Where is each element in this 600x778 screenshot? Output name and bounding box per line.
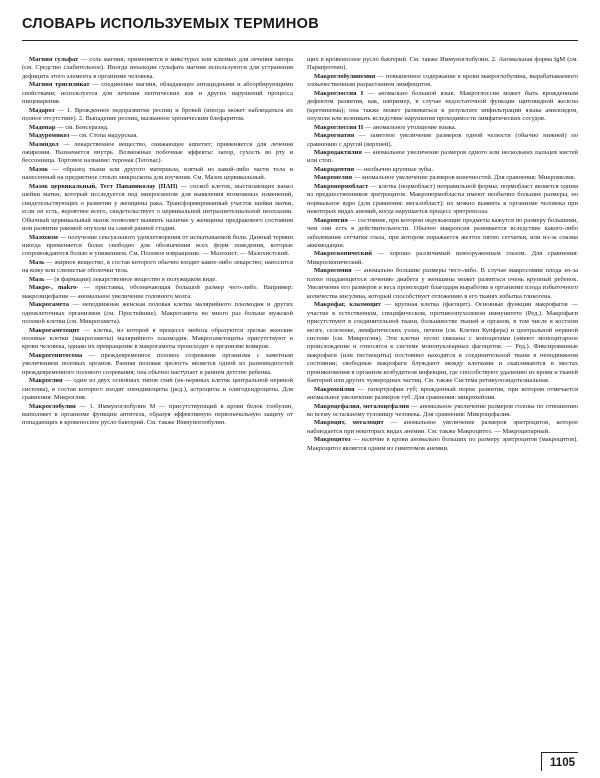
entry-definition: — аномально большие размеры чего-либо. В случае макросомии плода из-за плохо поддающегося лечению диабета у женщины может развиться очень крупный ребенок. Увеличение его размеров и веса происходит благодаря выработке в организме плода избыточного количества инсулина, который способствует отложению в его тканях избытка гликогена. [307,267,578,300]
dictionary-entry [22,107,293,124]
dictionary-entry [22,141,293,166]
entry-definition: — соскоб клеток, выстилающих канал шейки матки, который исследуется под микроскопом для выявления возможных изменений, свидетельствующих о развитии у женщины рака. Трансформированный участок шейки матки, если он есть, вероятнее всего, свидетельствует о цервикальной интраэпителиальной неоплазии. Обычный цервикальный мазок позволяет выявить наличие у женщины предракового состояния или развитие раковой опухоли на самой ранней стадии. [22,182,293,233]
entry-definition: — аномально большой язык. Макроглоссия может быть врожденным дефектом развития, как, например, в случае недостаточной функции щитовидной железы (кретинизма); она также может развиваться в результате инфильтрации языка амилоидом, опухоли или возникать вследствие нарушения проходимости лимфатических сосудов. [307,89,578,123]
entry-term: Макроскопический [314,250,373,258]
entry-definition: — аномальное увеличение размеров конечностей. Для сравнения: Микромелия. [352,174,576,182]
entry-term: Макрогнатия [314,132,355,140]
entry-term: Макрогенитосома [29,351,83,359]
dictionary-entry [22,327,293,352]
dictionary-entry [307,217,578,251]
entry-definition: — получение сексуального удовлетворения от испытываемой боли. Данный термин иногда применяется более свободно для обозначения всех форм поведения, которые сопровождаются болью и унижением. См. Половое извращение. — Мазохист. — Мазохистский. [22,233,293,258]
entry-definition: — наличие в крови аномально больших по размеру эритроцитов (макроцитов). Макроцитоз является одним из симптомов анемии. [307,436,578,452]
entry-definition: щих в кровеносное русло бактерий. См. также Иммуноглобулин. 2. Аномальная форма IgM (см. Парапротеин). [307,56,578,72]
dictionary-entry [307,403,578,420]
dictionary-entry [307,124,578,132]
entry-term: Мадуромикоз [29,132,70,140]
entry-term: Магния сульфат [29,56,79,63]
entry-term: Макропсия [314,216,348,224]
entry-definition: — один из двух основных типов глий (не-нервных клеток центральной нервной системы), в состав которого входят эпендимоциты (ред.), астроциты и олигодендроциты. Для сравнения: Микроглия. [22,377,293,402]
right-column [307,56,578,748]
dictionary-entry [307,56,578,73]
dictionary-body [22,56,578,748]
entry-definition: — см. Бенсеразид. [55,123,109,131]
dictionary-entry [307,183,578,217]
entry-definition: — 1. Иммуноглобулин М — присутствующий в крови белок глобулин, выполняет в организме функции антитела, образуя эффективную первоначальную защиту от попадающих в кровеносное русло бактерий. См. также Иммуноглобулин. [22,402,293,427]
entry-definition: — жирное вещество, в состав которого обычно входит какое-либо лекарство; наносится на кожу или слизистые оболочки тела. [22,258,293,275]
entry-term: Мадопар [29,123,56,131]
entry-term: Макродентия [314,165,355,173]
entry-definition: — клетка (нормобласт) неправильной формы; нормобласт является одним из предшественников эритроцитов. Макронормобласты имеют необычно большие размеры, но нормальное ядро (для сравнения: мегалобласт); их можно выявить в организме человека при некоторых видах анемий, когда нарушается процесс эритропоэза. [307,182,578,216]
dictionary-entry [307,301,578,386]
entry-term: Мазь [29,275,45,283]
dictionary-entry [307,267,578,301]
entry-definition: — клетка, из которой в процессе мейоза образуются зрелые женские половые клетки (макрогаметы) малярийного плазмодия. Макрогаметоциты присутствуют в крови человека, однако их превращение в макрогаметы происходит в организме комаров. [22,326,293,351]
page-title: СЛОВАРЬ ИСПОЛЬЗУЕМЫХ ТЕРМИНОВ [22,16,578,41]
entry-definition: — хорошо различимый невооруженным глазом. Для сравнения: Микроскопический. [307,250,578,266]
entry-term: Макромелия [314,174,353,182]
left-column [22,56,293,748]
entry-definition: — образец ткани или другого материала, взятый из какой-либо части тела и нанесенный на предметное стекло микроскопа для изучения. См. Мазок цервикальный. [22,165,293,182]
entry-term: Макроглоссия II [314,123,364,131]
dictionary-entry [22,132,293,140]
dictionary-entry [22,403,293,428]
entry-definition: — аномальное увеличение размеров головы по отношению ко всему остальному туловищу человека. Для сравнения: Микроцефалия. [307,402,578,419]
dictionary-entry [22,124,293,132]
entry-term: Макрогамета [29,301,70,309]
entry-definition: — преждевременное половое созревание организма с заметным увеличением половых органов. Ранняя половая зрелость является одной из разновидностей преждевременного полового созревания; она обычно наступает в раннем детстве ребенка. [22,351,293,376]
entry-definition: — необычно крупные зубы. [354,165,434,173]
entry-term: Мадароз [29,106,55,114]
entry-definition: — см. Стопа мадурская. [69,132,138,140]
dictionary-entry [22,284,293,301]
entry-term: Макросомия [314,267,352,275]
entry-term: Мазок [29,165,48,173]
dictionary-entry [22,183,293,234]
dictionary-entry [307,73,578,90]
dictionary-entry [22,56,293,81]
entry-term: Мазиндол [29,140,59,148]
dictionary-entry [307,149,578,166]
dictionary-entry [307,436,578,453]
entry-term: Мазохизм [29,233,58,241]
dictionary-entry [307,386,578,403]
entry-term: Макродактилия [314,148,362,156]
dictionary-entry [307,174,578,182]
entry-term: Макрохейлия [314,385,355,393]
page-number: 1105 [541,752,578,771]
entry-term: Макроглия [29,377,63,385]
entry-definition: — (в фармации) лекарственное вещество в полужидком виде. [44,275,217,283]
entry-term: Магния трисиликат [29,81,90,89]
entry-term: Макроцефалия, мегалоцефалия [314,402,409,410]
entry-definition: — повышенное содержание в крови макроглобулина, вырабатываемого злокачественным разрастанием лимфоцитов. [307,72,578,89]
entry-term: Макрофаг, клазмоцит [314,301,381,309]
entry-term: Мазок цервикальный, Тест Папаниколау (ПАП) [29,182,178,190]
entry-definition: — крупная клетка (фагоцит). Основные функции макрофагов — участие в естественном, специфическом, противоопухолевом иммунитете (Ред.). Макрофаги присутствуют в соединительной ткани, большинстве тканей и органов, в том числе в костном мозге, селезенке, лимфатических узлах, печени (см. Клетки Купфера) и центральной нервной системе (см. Микроглия). Эти клетки тесно связаны с моноцитами (имеют моноцитарное происхождение и относятся к системе мононуклеарных фагоцитов. — Ред.). Фиксированные макрофаги (или гистиоциты) постоянно находятся в соединительной ткани в неподвижном состоянии; свободные макрофаги блуждают между клетками и скапливаются в местах проникновения в организм возбудителя инфекции, где способствуют удалению из крови и тканей бактерий или других чужеродных частиц. См. также Система ретикулоэндотелиальная. [307,301,578,385]
dictionary-entry [307,250,578,267]
entry-definition: — соединение магния, обладающее антацидными и абсорбирующими свойствами; используется для лечения пептических язв и других нарушений процесса пищеварения. [22,81,293,106]
dictionary-entry [22,234,293,259]
entry-definition: — соль магния; применяется в микстурах или клизмах для лечения запора (см. Средство слабительное). Иногда инъекции сульфата магния используются для устранения дефицита этого элемента в организме человека. [22,56,293,80]
entry-term: Макро-, makro- [29,284,79,292]
entry-term: Макроглоссия I [314,89,364,97]
dictionary-entry [22,166,293,183]
entry-definition: — состояние, при котором окружающие предметы кажутся по размеру большими, чем они есть в действительности. Обычно макропсия развивается вследствие какого-либо заболевания сетчатки глаза, при котором поражается желтое пятно сетчатки, или из-за спазма аккомодации. [307,216,578,249]
entry-definition: — лекарственное вещество, снижающее аппетит; применяется для лечения ожирения. Назначается внутрь. Возможные побочные эффекты: запор, сухость во рту и бессонница. Торговое название: теронак (Teronac). [22,140,293,165]
entry-term: Макронормобласт [314,182,369,190]
entry-definition: — неподвижная женская половая клетка малярийного плазмодия и других одноклеточных организмов (см. Простейшие). Макрогамета во много раз больше мужской половой клетки (см. Микрогамета). [22,301,293,326]
entry-definition: — приставка, обозначающая большой размер чего-либо. Например: макрозицефалия — аномальное увеличение головного мозга. [22,284,293,300]
dictionary-entry [307,132,578,149]
dictionary-entry [307,419,578,436]
dictionary-entry [22,301,293,326]
entry-definition: — 1. Врожденное недоразвитие ресниц и бровей (иногда может наблюдаться их полное отсутствие). 2. Выпадение ресниц, вызванное хроническим блефаритом. [22,106,293,123]
entry-definition: — аномальное увеличение размеров одного или нескольких пальцев кистей или стоп. [307,148,578,165]
entry-term: Макроцит, мегалоцит [314,419,384,427]
dictionary-entry [307,90,578,124]
entry-term: Макроцитоз [314,436,351,444]
dictionary-entry [22,259,293,276]
dictionary-entry [22,377,293,402]
entry-definition: — заметное увеличение размеров одной челюсти (обычно нижней) по сравнению с другой (верхней). [307,132,578,148]
entry-definition: — аномальное утолщение языка. [363,123,457,131]
dictionary-entry [22,352,293,377]
dictionary-entry [22,81,293,106]
entry-term: Мазь [29,258,45,266]
entry-term: Макроглобулин [29,402,76,410]
entry-definition: — гипертрофия губ; врожденный порок развития, при котором отмечается аномальное увеличение размеров губ. Для сравнения: микрохейлия. [307,385,578,402]
entry-term: Макрогаметоцит [29,326,80,334]
entry-definition: — аномальное увеличение размеров эритроцитов, которое наблюдается при некоторых видах анемии. См. также Макроцитоз. — Макроцитарный. [307,419,578,435]
dictionary-entry [307,166,578,174]
dictionary-entry [22,276,293,284]
entry-term: Макроглобулинемия [314,72,376,80]
